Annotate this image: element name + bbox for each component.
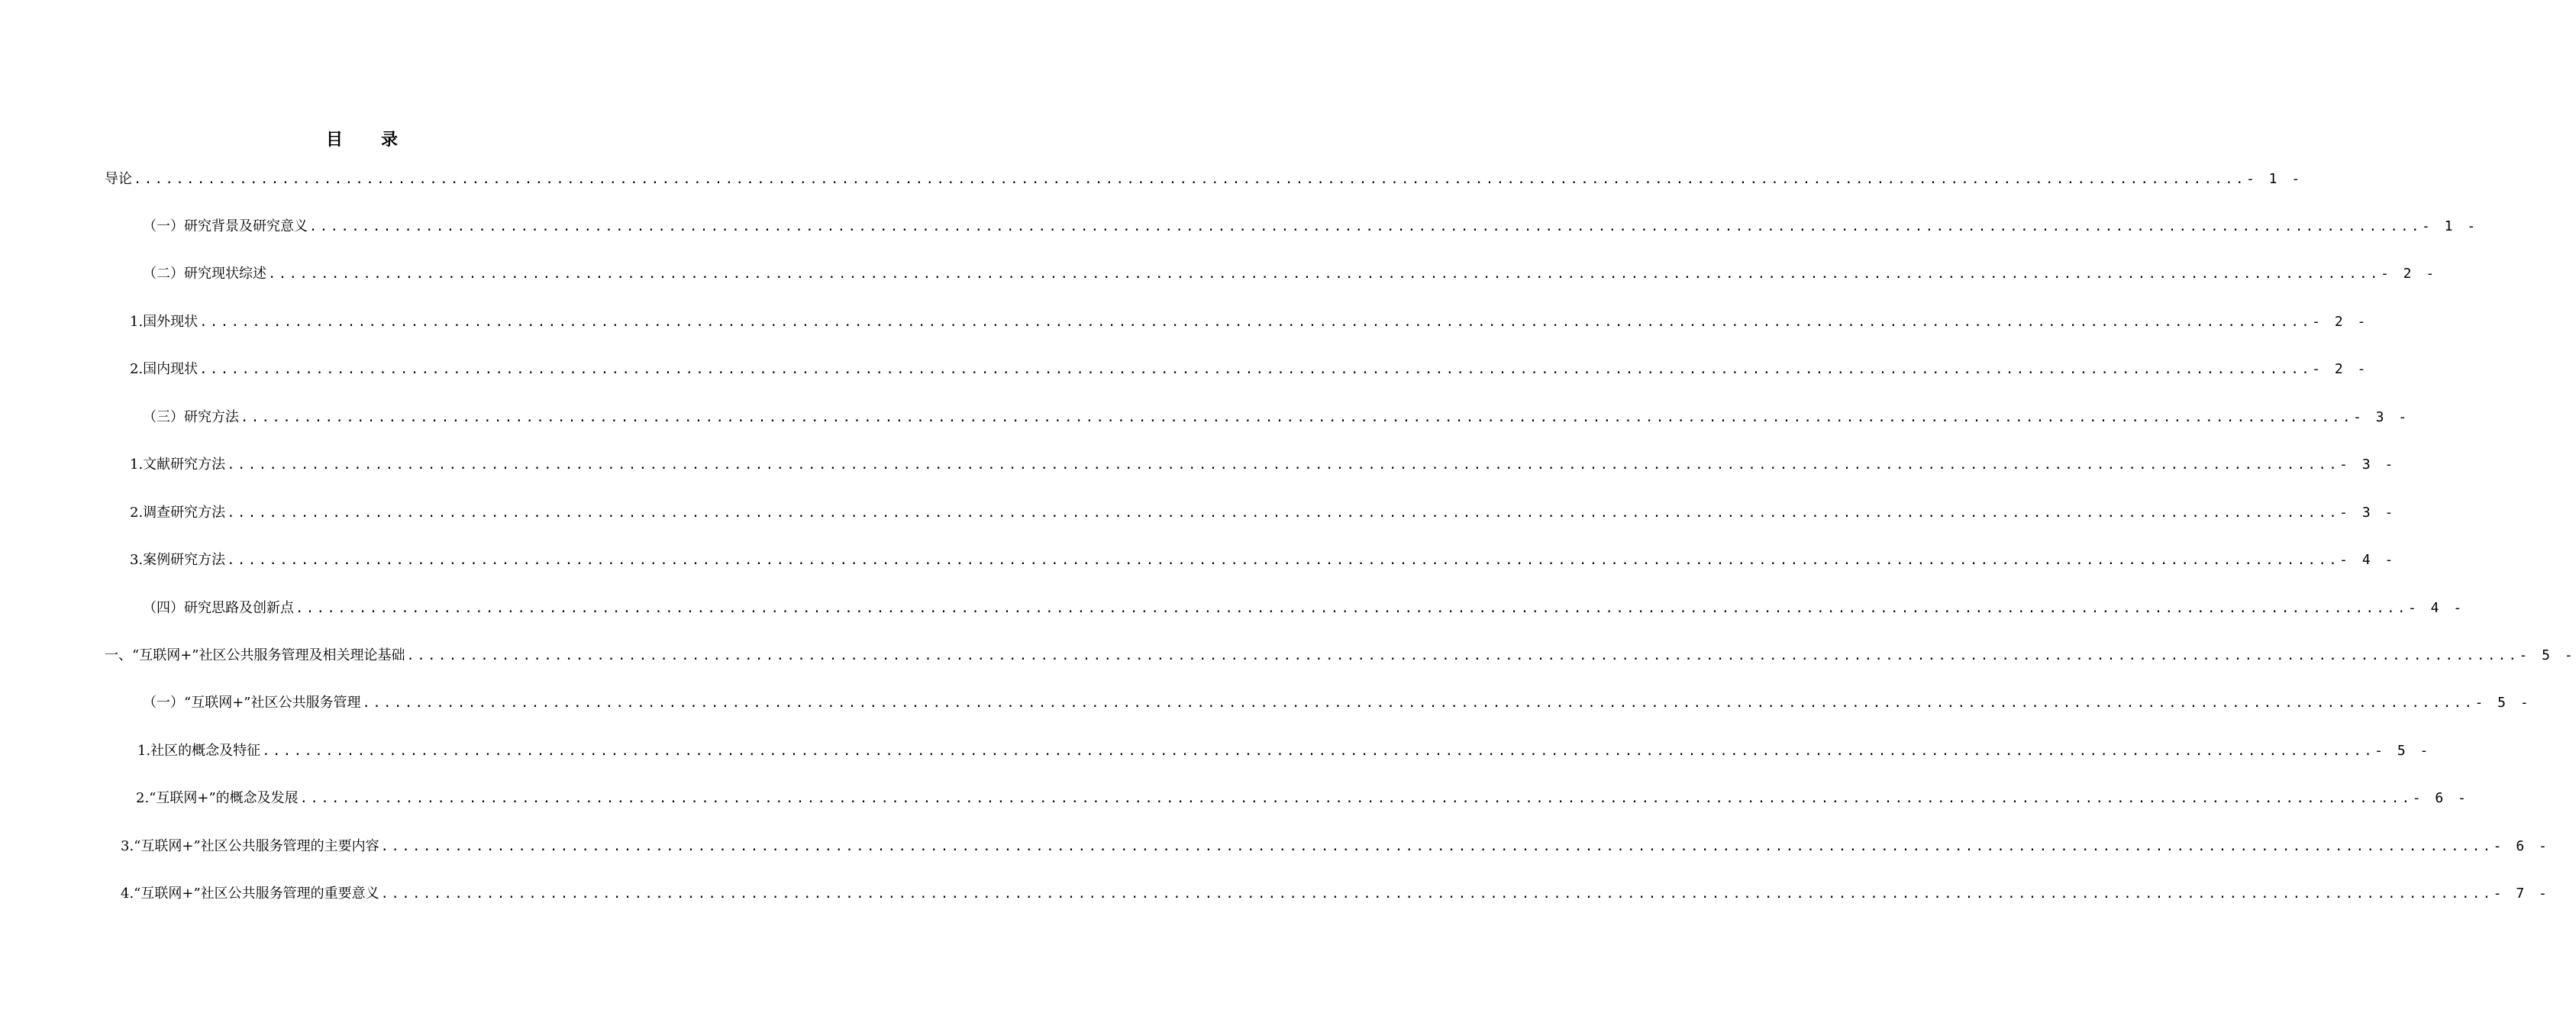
toc-entry-label: （三）研究方法 <box>143 409 239 425</box>
toc-leader-dots: ........................................................................................................................................................................................................ <box>309 219 2422 234</box>
toc-entry-page: - 4 - <box>2407 600 2465 616</box>
toc-entry-label: 2.调查研究方法 <box>130 505 226 521</box>
toc-title <box>0 127 725 150</box>
toc-entry-label: 3.“互联网+”社区公共服务管理的主要内容 <box>121 838 379 854</box>
toc-entry[interactable] <box>143 217 2479 237</box>
toc-entry-page: - 5 - <box>2474 695 2532 711</box>
toc-entry[interactable] <box>121 884 2550 904</box>
toc-entry-page: - 5 - <box>2374 743 2432 759</box>
toc-entry[interactable] <box>130 550 2397 570</box>
toc-leader-dots: ........................................................................................................................................................................................................ <box>240 410 2353 425</box>
toc-entry-page: - 2 - <box>2380 266 2438 282</box>
toc-entry[interactable] <box>143 408 2410 428</box>
toc-entry[interactable] <box>136 789 2469 808</box>
toc-title-part1: 目 <box>325 131 344 150</box>
toc-leader-dots: ........................................................................................................................................................................................................ <box>295 601 2408 616</box>
toc-entry-page: - 1 - <box>2245 171 2303 187</box>
toc-leader-dots: ........................................................................................................................................................................................................ <box>227 505 2340 521</box>
toc-leader-dots: ........................................................................................................................................................................................................ <box>227 457 2340 473</box>
toc-entry-page: - 2 - <box>2312 361 2369 377</box>
toc-entry-label: （一）研究背景及研究意义 <box>143 218 308 234</box>
toc-entry-label: 1.国外现状 <box>130 314 199 330</box>
toc-leader-dots: ........................................................................................................................................................................................................ <box>299 791 2413 806</box>
toc-entry-page: - 6 - <box>2412 790 2469 806</box>
toc-entry[interactable] <box>130 360 2369 379</box>
toc-entry-label: （二）研究现状综述 <box>143 266 266 282</box>
toc-leader-dots: ........................................................................................................................................................................................................ <box>406 648 2520 663</box>
toc-entry-label: 导论 <box>105 171 132 187</box>
toc-entry-label: （四）研究思路及创新点 <box>143 600 294 616</box>
toc-entry[interactable] <box>143 264 2438 284</box>
toc-entry-label: 3.案例研究方法 <box>130 552 226 568</box>
toc-entry-page: - 5 - <box>2519 647 2576 663</box>
toc-entry-label: 2.“互联网+”的概念及发展 <box>136 790 299 806</box>
toc-entry-page: - 3 - <box>2339 457 2397 473</box>
toc-title-part2: 录 <box>381 131 400 150</box>
toc-entry-label: （一）“互联网+”社区公共服务管理 <box>143 695 361 711</box>
toc-leader-dots: ........................................................................................................................................................................................................ <box>262 744 2375 759</box>
toc-entry-page: - 7 - <box>2493 886 2550 902</box>
toc-entry-label: 4.“互联网+”社区公共服务管理的重要意义 <box>121 886 379 902</box>
toc-entry-page: - 3 - <box>2352 409 2410 425</box>
toc-leader-dots: ........................................................................................................................................................................................................ <box>362 695 2475 711</box>
toc-entry[interactable] <box>137 741 2432 761</box>
toc-entry[interactable] <box>130 455 2397 475</box>
toc-entry[interactable] <box>143 598 2465 618</box>
toc-entry-label: 2.国内现状 <box>130 361 199 377</box>
toc-entry[interactable] <box>105 646 2576 666</box>
toc-leader-dots: ........................................................................................................................................................................................................ <box>199 315 2313 330</box>
toc-entry-label: 1.社区的概念及特征 <box>137 743 261 759</box>
toc-leader-dots: ........................................................................................................................................................................................................ <box>227 553 2340 568</box>
toc-entry-label: 1.文献研究方法 <box>130 457 226 473</box>
toc-entry-label: 一、“互联网+”社区公共服务管理及相关理论基础 <box>105 647 405 663</box>
toc-entry-page: - 1 - <box>2421 218 2479 234</box>
toc-entry[interactable] <box>130 503 2397 523</box>
toc-entry-page: - 3 - <box>2339 505 2397 521</box>
toc-entry[interactable] <box>130 312 2369 332</box>
toc-entry[interactable] <box>143 693 2532 713</box>
toc-leader-dots: ........................................................................................................................................................................................................ <box>380 839 2494 854</box>
toc-leader-dots: ........................................................................................................................................................................................................ <box>380 886 2494 902</box>
toc-entry-page: - 2 - <box>2312 314 2369 330</box>
toc-entry[interactable] <box>105 169 2303 189</box>
toc-entry-page: - 4 - <box>2339 552 2397 568</box>
toc-leader-dots: ........................................................................................................................................................................................................ <box>268 266 2381 282</box>
toc-entry-page: - 6 - <box>2493 838 2550 854</box>
toc-leader-dots: ........................................................................................................................................................................................................ <box>199 362 2313 377</box>
toc-leader-dots: ........................................................................................................................................................................................................ <box>134 172 2246 187</box>
toc-entry[interactable] <box>121 837 2550 857</box>
